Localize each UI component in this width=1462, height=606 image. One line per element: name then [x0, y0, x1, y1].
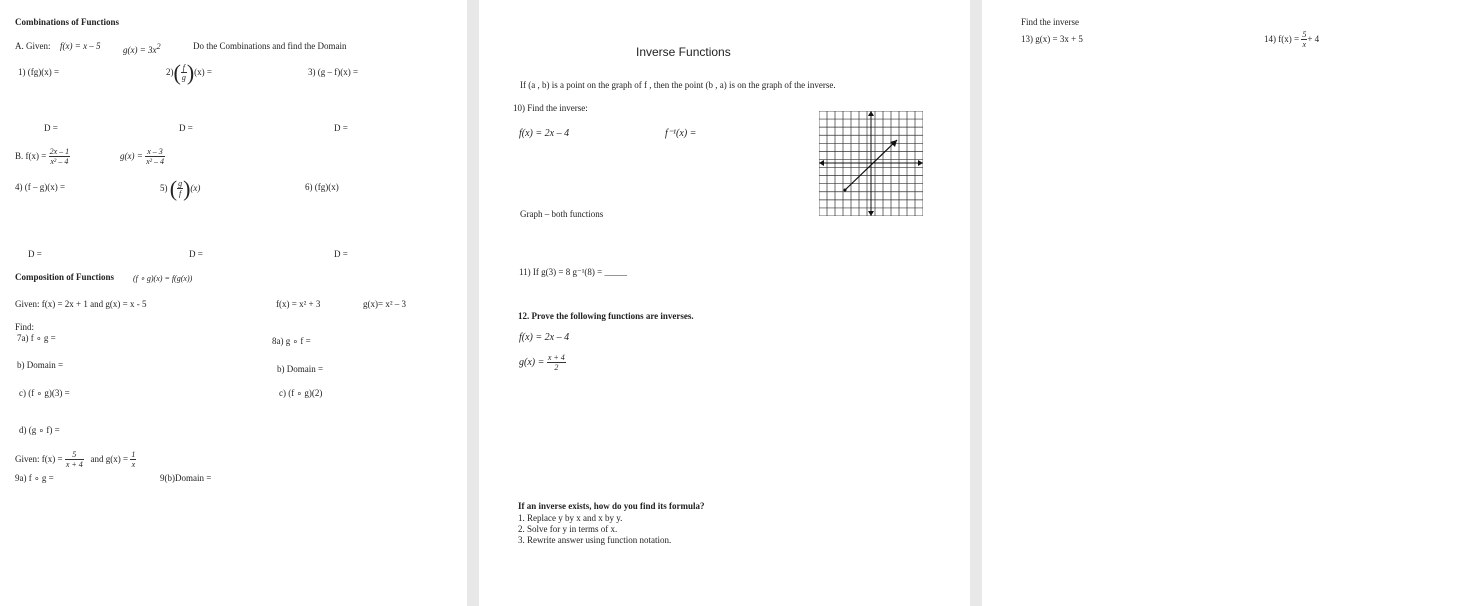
section-b-f: B. f(x) = $\frac{2x - 1}{\text{x² – 4}}$ — [15, 147, 70, 167]
question-10: 10) Find the inverse: — [513, 103, 588, 113]
problem-4: 4) (f – g)(x) = — [15, 182, 66, 192]
section-b-g: g(x) = $\frac{x - 3}{\text{x² – 4}}$ — [120, 147, 165, 167]
intro-text: If (a , b) is a point on the graph of f , then the point (b , a) is on the graph of the inverse. — [520, 80, 836, 90]
domain-6: D = — [334, 249, 348, 259]
given-f2: f(x) = x² + 3 — [276, 299, 321, 309]
question-14: 14) f(x) = $\frac{5}{x}$ + 4 — [1264, 30, 1320, 50]
question-8a: 8a) g ∘ f = — [272, 336, 311, 346]
question-12-f: f(x) = 2x – 4 — [519, 332, 570, 343]
domain-2: D = — [179, 123, 193, 133]
worksheet-page-2 — [479, 0, 970, 606]
step-2: 2. Solve for y in terms of x. — [518, 524, 618, 534]
page-title: Combinations of Functions — [15, 17, 120, 27]
question-10-inverse: f⁻¹(x) = — [665, 128, 697, 139]
question-10-f: f(x) = 2x – 4 — [519, 128, 570, 139]
page-gutter — [970, 0, 982, 606]
y-axis-arrow-down — [868, 211, 874, 216]
given-label: A. Given: — [15, 41, 51, 51]
question-7d: d) (g ∘ f) = — [19, 425, 60, 435]
graph-label: Graph – both functions — [520, 209, 604, 219]
find-label: Find: — [15, 322, 35, 332]
problem-2: 2)( $\frac{f}{g}$ )(x) = — [166, 59, 212, 85]
question-7c: c) (f ∘ g)(3) = — [19, 388, 70, 398]
question-9b: 9(b)Domain = — [160, 473, 212, 483]
x-axis-arrow-left — [819, 160, 824, 166]
instruction-text: Do the Combinations and find the Domain — [193, 41, 347, 51]
given-2: Given: f(x) = $\frac{5}{x + 4}$ and g(x) = $\frac{1}{x}$ — [15, 450, 136, 470]
problem-1: 1) (fg)(x) = — [18, 67, 60, 77]
steps-title: If an inverse exists, how do you find its formula? — [518, 501, 705, 511]
x-axis-arrow-right — [918, 160, 923, 166]
domain-1: D = — [44, 123, 58, 133]
question-9a: 9a) f ∘ g = — [15, 473, 54, 483]
given-g2: g(x)= x² – 3 — [363, 299, 407, 309]
given-g: $g(x) = 3x^2$ — [123, 42, 161, 55]
given-f: f(x) = x – 5 — [60, 41, 101, 51]
problem-6: 6) (fg)(x) — [305, 182, 339, 192]
composition-title: Composition of Functions — [15, 272, 115, 282]
domain-3: D = — [334, 123, 348, 133]
y-axis-arrow-up — [868, 111, 874, 116]
page-title: Find the inverse — [1021, 17, 1079, 27]
question-8b: b) Domain = — [277, 364, 324, 374]
domain-4: D = — [28, 249, 42, 259]
worksheet-page-1 — [0, 0, 467, 606]
worksheet-page-3 — [982, 0, 1462, 606]
question-8c: c) (f ∘ g)(2) — [279, 388, 323, 398]
function-line-point — [844, 189, 847, 192]
domain-5: D = — [189, 249, 203, 259]
question-7a: 7a) f ∘ g = — [17, 333, 56, 343]
question-11: 11) If g(3) = 8 g⁻¹(8) = _____ — [519, 267, 627, 277]
step-3: 3. Rewrite answer using function notation. — [518, 535, 672, 545]
page-title: Inverse Functions — [636, 45, 731, 59]
question-12-g: g(x) = $\frac{x + 4}{2}$ — [519, 353, 565, 373]
question-13: 13) g(x) = 3x + 5 — [1021, 34, 1083, 44]
composition-given: Given: f(x) = 2x + 1 and g(x) = x - 5 — [15, 299, 147, 309]
problem-3: 3) (g – f)(x) = — [308, 67, 359, 77]
question-12: 12. Prove the following functions are inverses. — [518, 311, 694, 321]
step-1: 1. Replace y by x and x by y. — [518, 513, 623, 523]
problem-5: 5) ( $\frac{g}{f}$ )(x) — [160, 175, 201, 201]
composition-formula: (f ∘ g)(x) = f(g(x)) — [133, 274, 193, 283]
question-7b: b) Domain = — [17, 360, 64, 370]
page-gutter — [467, 0, 479, 606]
coordinate-grid — [819, 111, 923, 216]
